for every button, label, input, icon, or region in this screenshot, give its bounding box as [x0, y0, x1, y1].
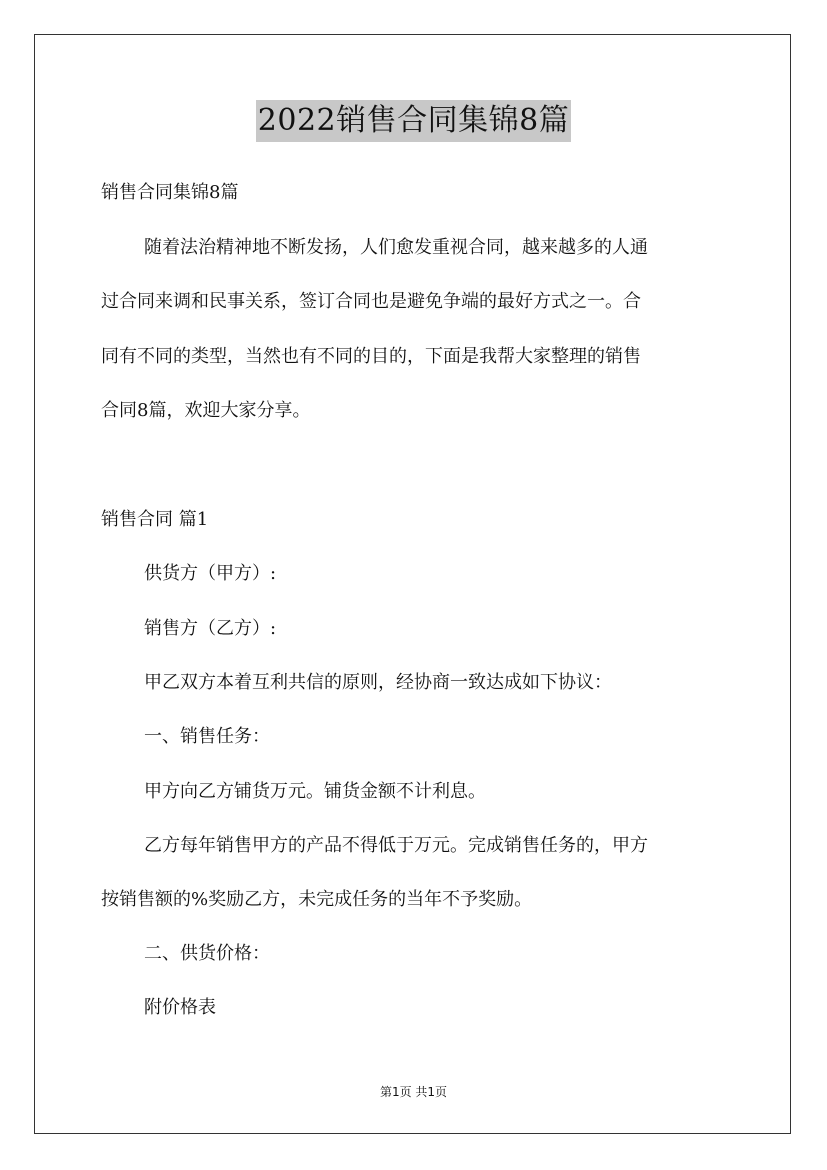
intro-line-2: 过合同来调和民事关系，签订合同也是避免争端的最好方式之一。合: [101, 291, 641, 312]
task-line-2b: 按销售额的%奖励乙方，未完成任务的当年不予奖励。: [101, 889, 533, 910]
page-footer: [0, 1084, 827, 1100]
page-number: 第1页 共1页: [379, 1085, 448, 1099]
section-heading: 销售合同 篇1: [101, 509, 209, 530]
supplier-label: 供货方（甲方）:: [144, 563, 277, 584]
price-table-label: 附价格表: [144, 997, 216, 1018]
document-subtitle: 销售合同集锦8篇: [101, 182, 239, 203]
task-heading: 一、销售任务：: [144, 726, 270, 747]
task-line-1: 甲方向乙方铺货万元。铺货金额不计利息。: [144, 781, 486, 802]
price-heading: 二、供货价格：: [144, 943, 270, 964]
task-line-2a: 乙方每年销售甲方的产品不得低于万元。完成销售任务的，甲方: [144, 835, 648, 856]
document-title: 2022销售合同集锦8篇: [256, 100, 571, 142]
intro-line-3: 同有不同的类型，当然也有不同的目的，下面是我帮大家整理的销售: [101, 346, 641, 367]
title-container: [0, 100, 827, 142]
agreement-line: 甲乙双方本着互利共信的原则，经协商一致达成如下协议：: [144, 672, 612, 693]
intro-line-1: 随着法治精神地不断发扬，人们愈发重视合同，越来越多的人通: [144, 237, 648, 258]
seller-label: 销售方（乙方）:: [144, 618, 277, 639]
intro-line-4: 合同8篇，欢迎大家分享。: [101, 400, 311, 421]
